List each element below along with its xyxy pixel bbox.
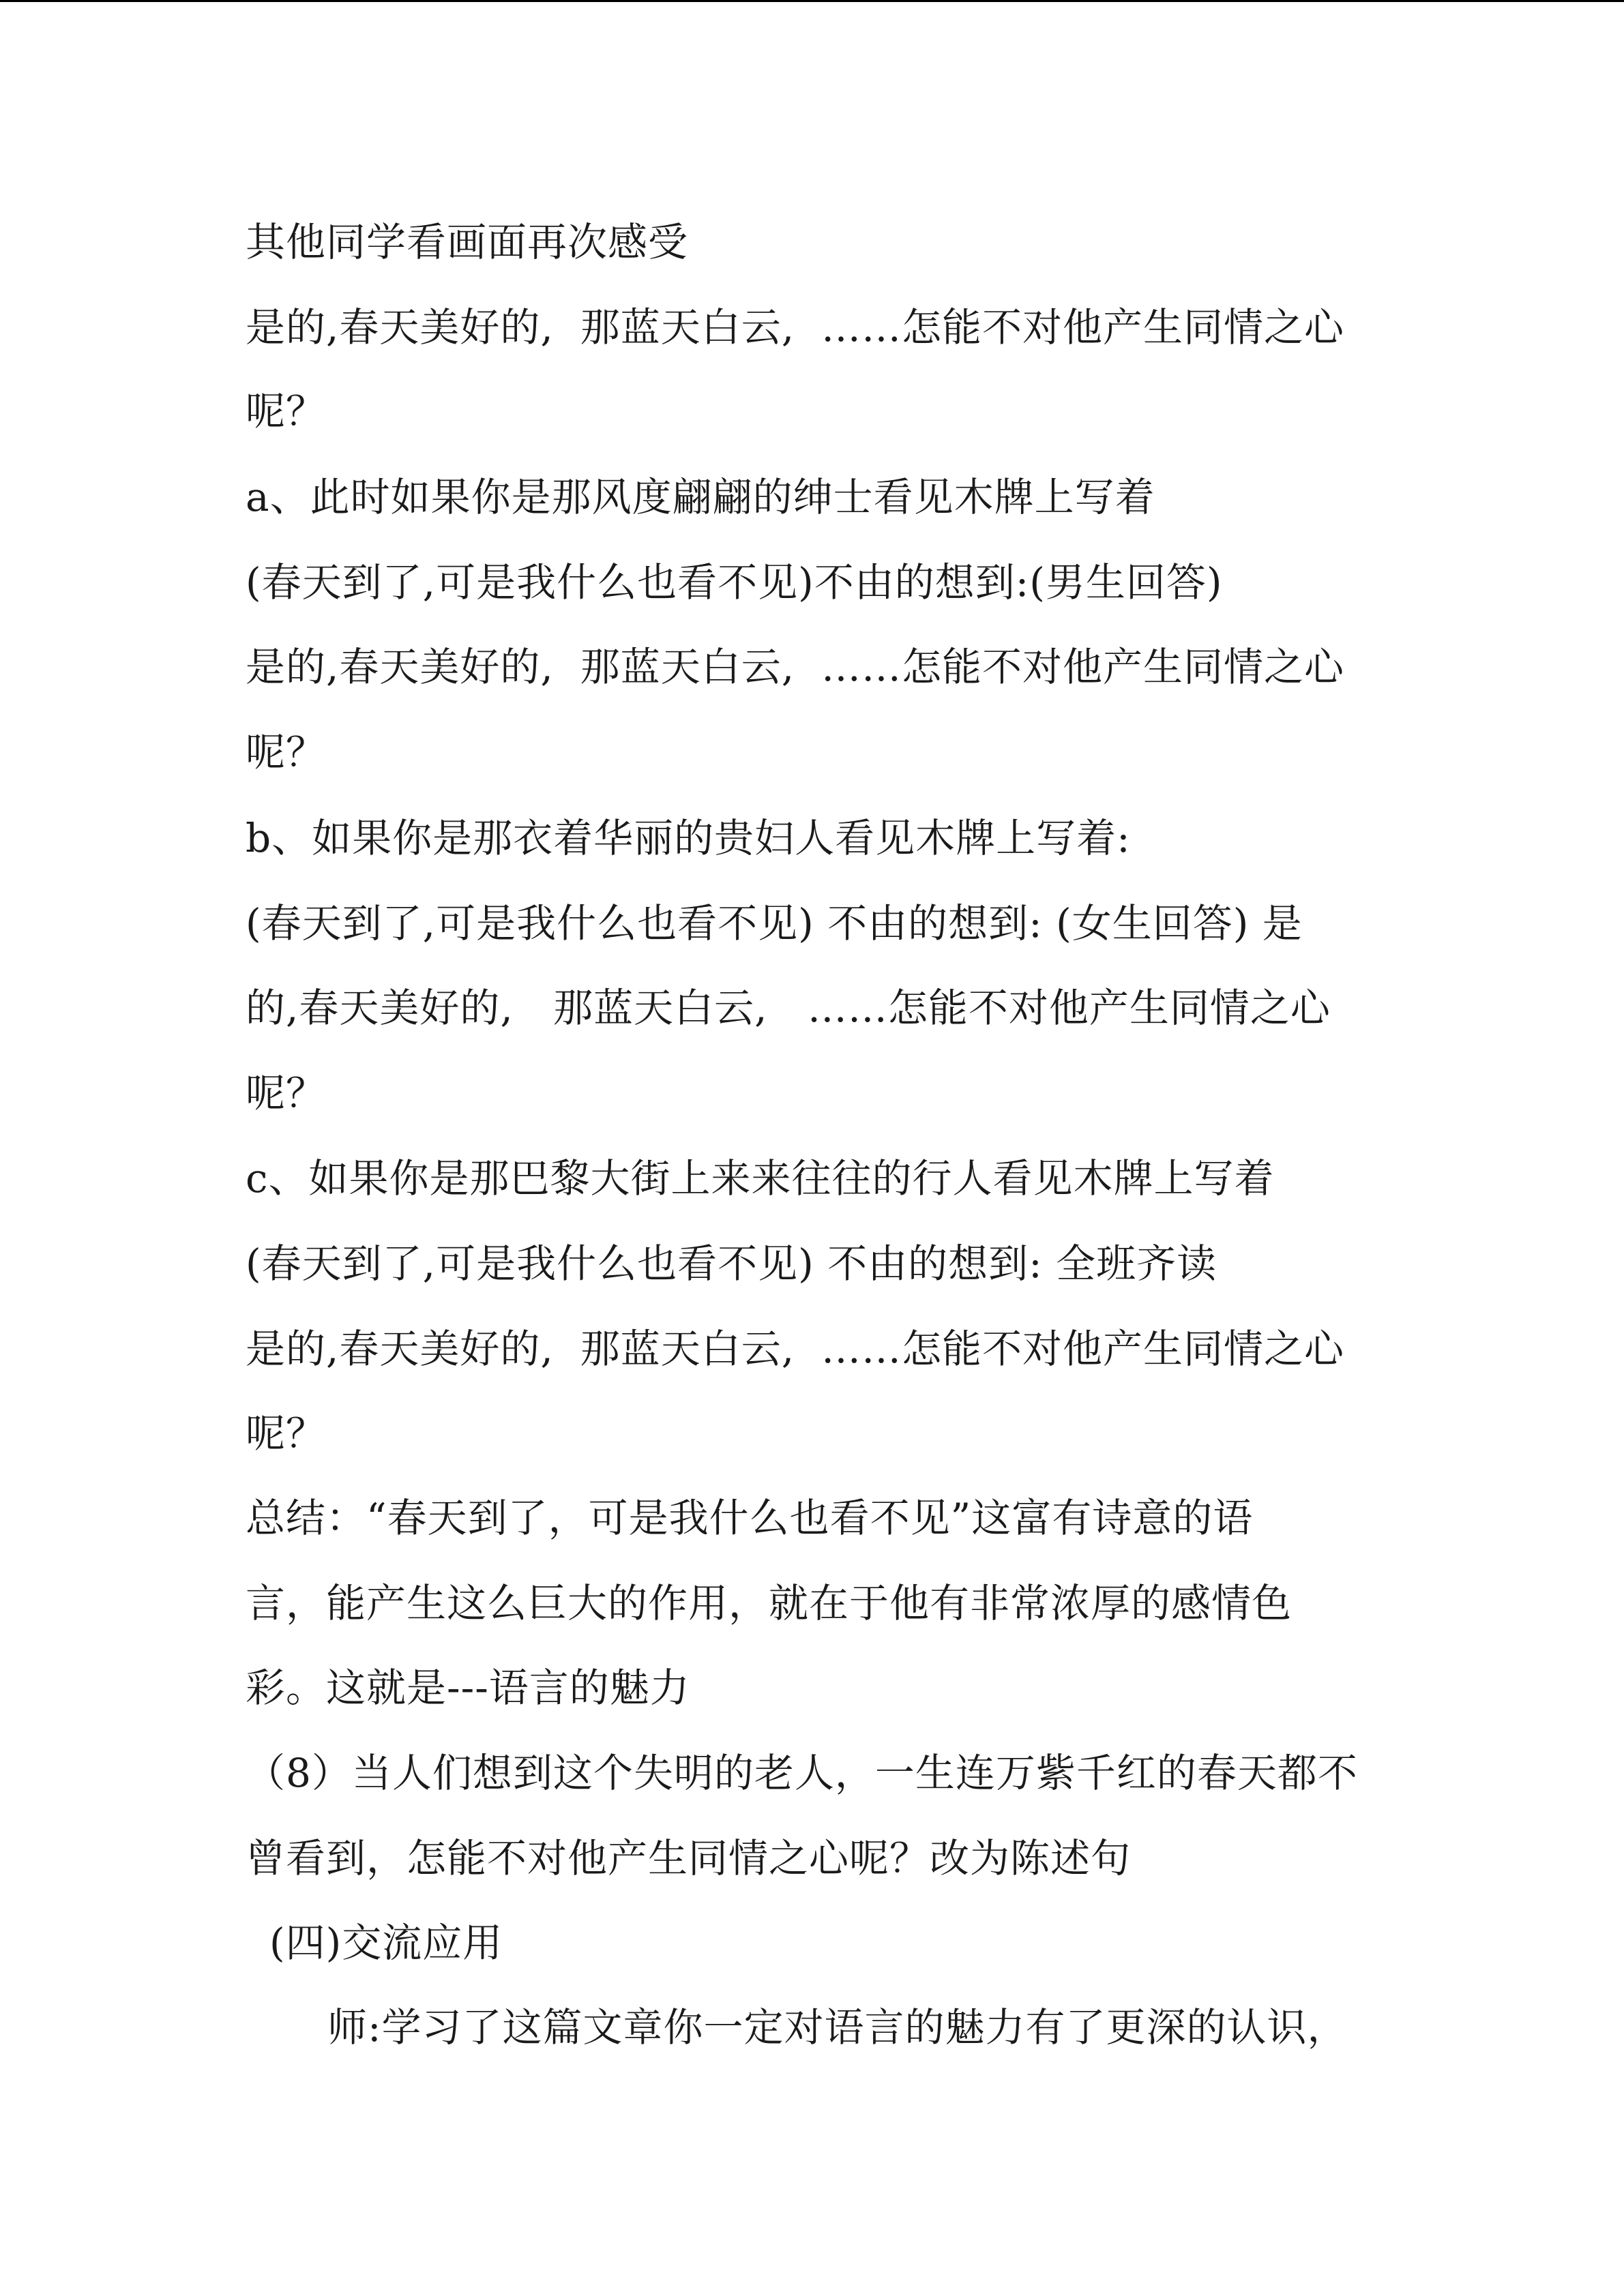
section-heading: (四)交流应用 (269, 1920, 503, 1966)
text-line-19: （8）当人们想到这个失明的老人，一生连万紫千红的春天都不 (246, 1750, 1358, 1796)
text-line-14: 是的,春天美好的, 那蓝天白云, ……怎能不对他产生同情之心 (246, 1326, 1345, 1372)
text-line-5: (春天到了,可是我什么也看不见)不由的想到:(男生回答) (246, 559, 1223, 606)
text-line-1: 其他同学看画面再次感受 (246, 219, 689, 265)
text-line-20: 曾看到，怎能不对他产生同情之心呢？改为陈述句 (246, 1835, 1132, 1881)
text-line-17: 言，能产生这么巨大的作用，就在于他有非常浓厚的感情色 (246, 1580, 1293, 1626)
text-line-7: 呢？ (246, 729, 327, 775)
text-line-18: 彩。这就是---语言的魅力 (246, 1665, 690, 1711)
text-line-16: 总结：“春天到了，可是我什么也看不见”这富有诗意的语 (246, 1495, 1254, 1541)
text-line-13: (春天到了,可是我什么也看不见) 不由的想到: 全班齐读 (246, 1240, 1217, 1287)
text-line-3: 呢？ (246, 388, 327, 434)
text-line-6: 是的,春天美好的, 那蓝天白云, ……怎能不对他产生同情之心 (246, 644, 1345, 690)
text-line-11: 呢？ (246, 1070, 327, 1116)
text-line-12: c、如果你是那巴黎大街上来来往往的行人看见木牌上写着 (246, 1155, 1275, 1202)
text-line-22: 师:学习了这篇文章你一定对语言的魅力有了更深的认识， (327, 2004, 1348, 2051)
text-line-4: a、此时如果你是那风度翩翩的绅士看见木牌上写着 (246, 474, 1155, 520)
text-line-8: b、如果你是那衣着华丽的贵妇人看见木牌上写着: (246, 815, 1131, 861)
text-line-2: 是的,春天美好的, 那蓝天白云, ……怎能不对他产生同情之心 (246, 304, 1345, 351)
text-line-15: 呢？ (246, 1410, 327, 1457)
text-line-9: (春天到了,可是我什么也看不见) 不由的想到: (女生回答) 是 (246, 900, 1303, 946)
text-line-10: 的,春天美好的, 那蓝天白云, ……怎能不对他产生同情之心 (246, 985, 1331, 1031)
